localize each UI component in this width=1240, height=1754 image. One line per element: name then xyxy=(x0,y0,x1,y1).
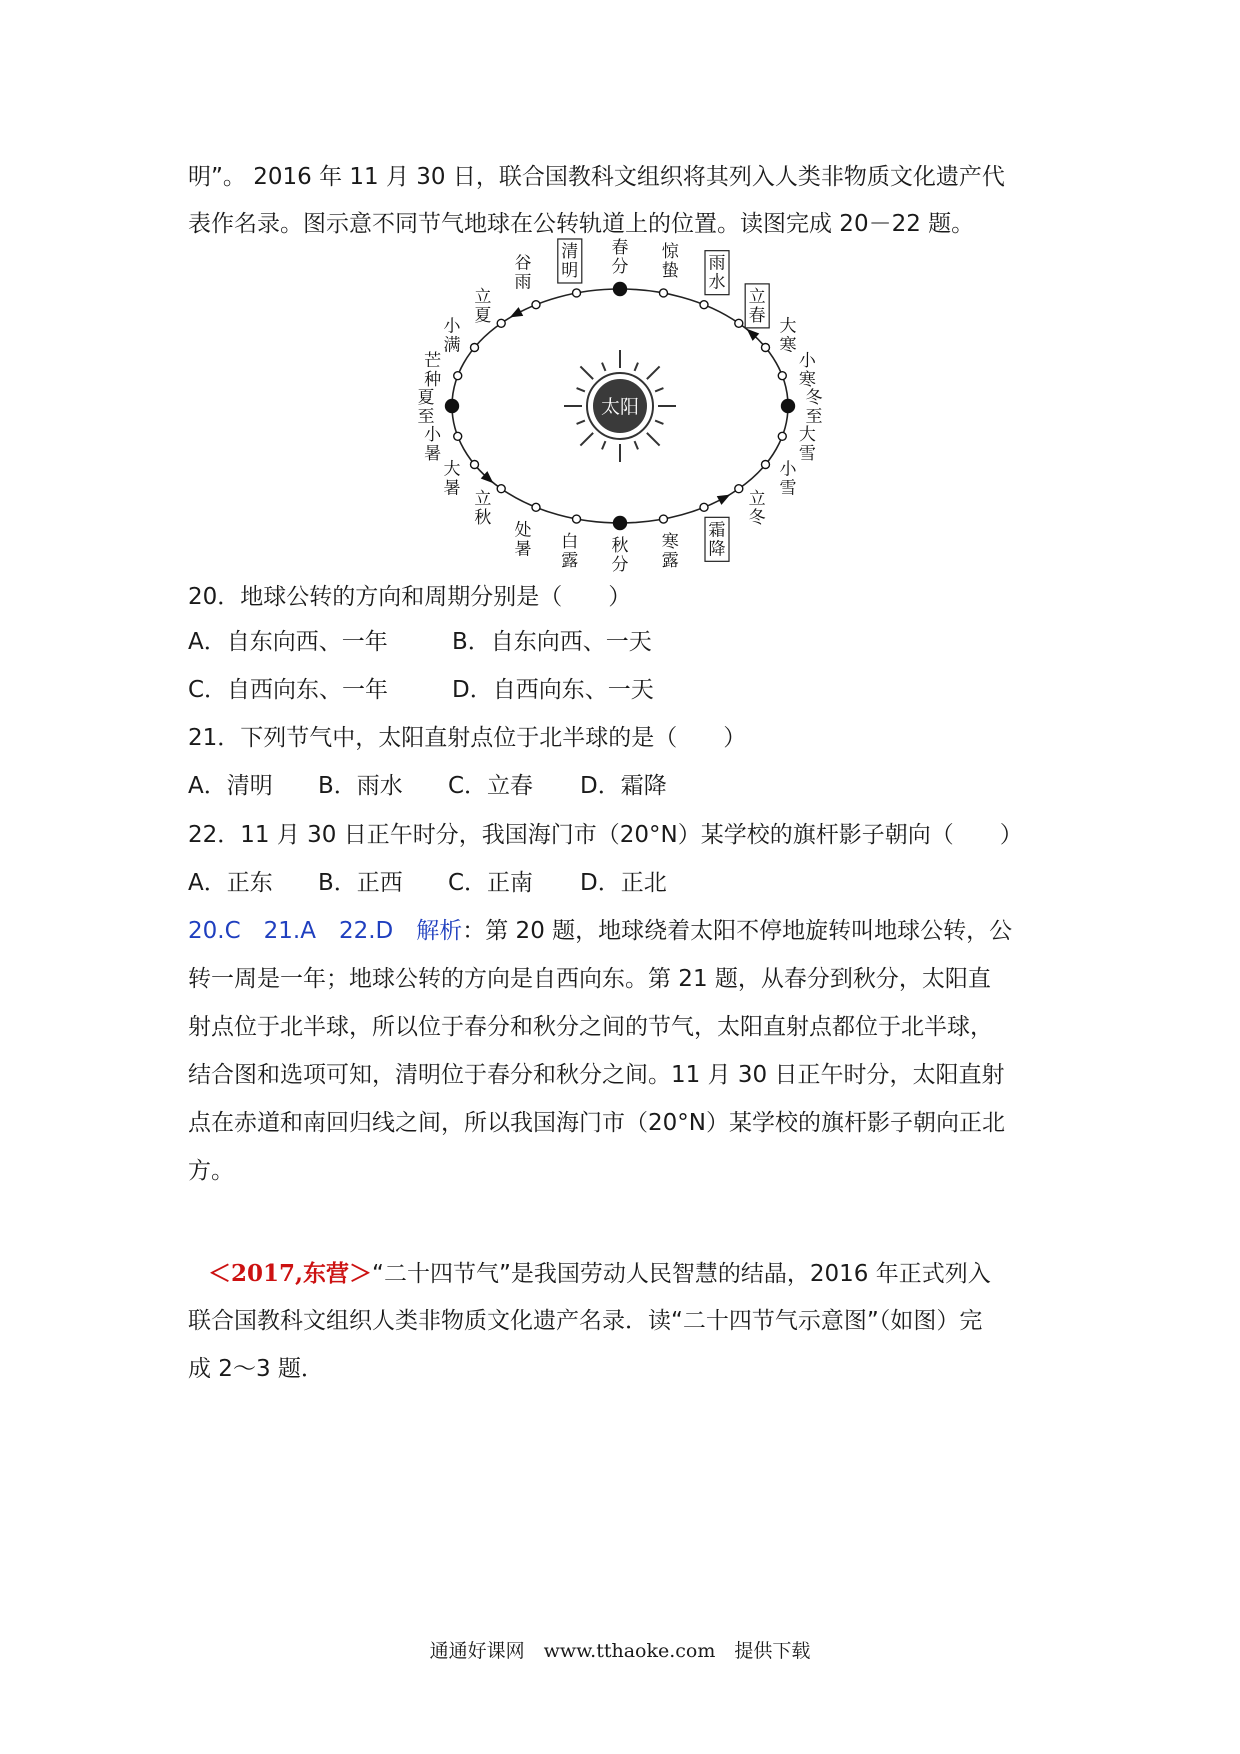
question-21-options xyxy=(188,771,667,801)
term-marker xyxy=(446,400,459,413)
sun-ray xyxy=(580,433,593,446)
question-20-options-row-1 xyxy=(188,627,652,657)
term-char: 惊 xyxy=(661,241,679,262)
term-char: 寒 xyxy=(779,335,797,356)
solar-term-label xyxy=(745,284,769,328)
term-char: 大 xyxy=(798,425,816,446)
option-21-d[interactable]: D．霜降 xyxy=(580,773,667,799)
solar-term-label xyxy=(612,536,629,575)
term-marker xyxy=(778,432,786,440)
term-marker xyxy=(614,283,627,296)
answer-keys: 20.C 21.A 22.D 解析 xyxy=(188,918,463,944)
solar-term-label xyxy=(558,239,582,283)
answer-line-4: 结合图和选项可知，清明位于春分和秋分之间。11 月 30 日正午时分，太阳直射 xyxy=(188,1062,1005,1088)
solar-term-label xyxy=(443,460,460,499)
solar-term-label xyxy=(612,238,629,277)
source-tag: ＜2017,东营＞ xyxy=(208,1260,373,1287)
sun-ray xyxy=(577,388,585,391)
intro-line-2: 表作名录。图示意不同节气地球在公转轨道上的位置。读图完成 20－22 题。 xyxy=(188,211,975,237)
term-char: 露 xyxy=(661,551,679,572)
option-20-a[interactable]: A．自东向西、一年 xyxy=(188,629,388,655)
term-marker xyxy=(471,344,479,352)
term-marker xyxy=(761,344,769,352)
option-20-c[interactable]: C．自西向东、一年 xyxy=(188,677,389,703)
term-char: 白 xyxy=(561,532,579,553)
term-marker xyxy=(735,485,743,493)
sun-ray xyxy=(655,421,663,424)
term-char: 处 xyxy=(514,520,532,541)
term-marker xyxy=(782,400,795,413)
term-marker xyxy=(700,301,708,309)
orbit-arrow xyxy=(717,495,730,505)
term-char: 大 xyxy=(779,316,797,337)
option-22-d[interactable]: D．正北 xyxy=(580,870,667,896)
term-char: 大 xyxy=(443,459,461,480)
term-char: 立 xyxy=(474,489,492,510)
option-22-c[interactable]: C．正南 xyxy=(448,870,534,896)
term-marker xyxy=(532,301,540,309)
term-char: 夏 xyxy=(474,305,492,326)
term-char: 清 xyxy=(561,241,579,262)
option-20-d[interactable]: D．自西向东、一天 xyxy=(452,677,654,703)
term-char: 暑 xyxy=(424,444,442,465)
term-marker xyxy=(761,461,769,469)
term-char: 立 xyxy=(748,286,766,307)
term-marker xyxy=(454,372,462,380)
answer-line-6: 方。 xyxy=(188,1158,234,1184)
option-22-b[interactable]: B．正西 xyxy=(318,870,403,896)
solar-term-label xyxy=(443,317,461,356)
term-char: 寒 xyxy=(661,532,679,553)
term-char: 寒 xyxy=(798,369,816,390)
solar-term-label xyxy=(418,388,435,427)
term-char: 至 xyxy=(805,407,823,427)
term-marker xyxy=(497,319,505,327)
term-char: 霜 xyxy=(708,520,726,541)
sun-label: 太阳 xyxy=(600,396,640,418)
term-char: 冬 xyxy=(748,508,766,529)
intro-line-1: 明”。 2016 年 11 月 30 日，联合国教科文组织将其列入人类非物质文化遗产代 xyxy=(188,164,1005,190)
term-char: 夏 xyxy=(417,388,435,408)
sun-ray xyxy=(602,363,605,371)
answer-line-2: 转一周是一年；地球公转的方向是自西向东。第 21 题，从春分到秋分，太阳直 xyxy=(188,966,991,992)
next-question-line-2: 联合国教科文组织人类非物质文化遗产名录．读“二十四节气示意图”（如图）完 xyxy=(188,1308,983,1334)
term-marker xyxy=(659,515,667,523)
term-char: 种 xyxy=(424,369,442,390)
term-char: 明 xyxy=(561,260,579,281)
question-21-stem: 21．下列节气中，太阳直射点位于北半球的是（ ） xyxy=(188,725,747,751)
option-20-b[interactable]: B．自东向西、一天 xyxy=(452,629,652,655)
question-20-options-row-2 xyxy=(188,675,654,705)
solar-term-label xyxy=(705,517,729,561)
term-char: 暑 xyxy=(514,539,532,560)
orbit-arrow xyxy=(510,307,523,317)
term-char: 小 xyxy=(798,350,816,371)
term-char: 春 xyxy=(611,238,629,258)
solar-term-label xyxy=(662,242,680,281)
sun-ray xyxy=(580,366,593,379)
term-char: 水 xyxy=(708,272,726,293)
term-char: 露 xyxy=(561,551,579,572)
solar-term-label xyxy=(474,287,491,326)
sun-ray xyxy=(577,421,585,424)
term-marker xyxy=(778,372,786,380)
term-char: 秋 xyxy=(611,536,629,556)
solar-term-label xyxy=(515,520,532,559)
sun-ray xyxy=(647,366,660,379)
term-char: 分 xyxy=(611,257,629,277)
answer-text-1: ：第 20 题，地球绕着太阳不停地旋转叫地球公转，公 xyxy=(462,918,1013,944)
solar-term-label xyxy=(561,532,578,571)
term-char: 降 xyxy=(708,539,726,560)
term-marker xyxy=(700,503,708,511)
term-marker xyxy=(614,517,627,530)
term-marker xyxy=(659,289,667,297)
next-text-1: “二十四节气”是我国劳动人民智慧的结晶，2016 年正式列入 xyxy=(372,1261,991,1287)
solar-term-label xyxy=(806,388,823,427)
solar-term-label xyxy=(749,489,766,528)
term-marker xyxy=(735,319,743,327)
solar-terms-orbit-diagram xyxy=(400,238,840,575)
term-char: 雨 xyxy=(514,272,532,293)
solar-term-label xyxy=(424,425,442,464)
option-21-c[interactable]: C．立春 xyxy=(448,773,534,799)
term-char: 雪 xyxy=(779,478,797,499)
term-marker xyxy=(532,503,540,511)
term-char: 小 xyxy=(424,425,442,446)
sun-ray xyxy=(602,441,605,449)
sun-ray xyxy=(635,441,638,449)
sun-ray xyxy=(635,363,638,371)
question-20-stem: 20．地球公转的方向和周期分别是（ ） xyxy=(188,584,632,610)
term-char: 至 xyxy=(417,407,435,427)
term-char: 雨 xyxy=(708,253,726,274)
option-21-b[interactable]: B．雨水 xyxy=(318,773,403,799)
term-marker xyxy=(497,485,505,493)
term-char: 谷 xyxy=(514,253,532,274)
solar-term-label xyxy=(799,425,816,464)
solar-term-label xyxy=(474,489,491,528)
term-marker xyxy=(471,461,479,469)
answer-line-3: 射点位于北半球，所以位于春分和秋分之间的节气，太阳直射点都位于北半球， xyxy=(188,1014,993,1040)
sun-ray xyxy=(655,388,663,391)
option-22-a[interactable]: A．正东 xyxy=(188,870,273,896)
term-char: 立 xyxy=(748,489,766,510)
term-char: 满 xyxy=(443,335,461,356)
term-char: 芒 xyxy=(424,350,442,371)
term-char: 暑 xyxy=(443,478,461,499)
solar-term-label xyxy=(780,460,798,499)
sun-ray xyxy=(647,433,660,446)
term-marker xyxy=(454,432,462,440)
term-marker xyxy=(573,289,581,297)
term-char: 蛰 xyxy=(661,260,679,281)
term-char: 秋 xyxy=(474,508,492,529)
next-question-line-3: 成 2～3 题． xyxy=(188,1356,324,1382)
term-char: 冬 xyxy=(805,388,823,408)
solar-term-label xyxy=(705,251,729,295)
solar-term-label xyxy=(780,317,797,356)
term-char: 雪 xyxy=(798,444,816,465)
footer: 通通好课网 www.tthaoke.com 提供下载 xyxy=(429,1640,811,1662)
term-char: 小 xyxy=(443,316,461,337)
term-char: 小 xyxy=(779,459,797,480)
solar-term-label xyxy=(799,351,817,390)
question-22-options xyxy=(188,868,667,898)
answer-line-5: 点在赤道和南回归线之间，所以我国海门市（20°N）某学校的旗杆影子朝向正北 xyxy=(188,1110,1005,1136)
term-char: 分 xyxy=(611,555,629,575)
solar-term-label xyxy=(662,532,679,571)
term-char: 立 xyxy=(474,286,492,307)
answer-line-1 xyxy=(188,916,1012,946)
term-char: 春 xyxy=(748,305,766,326)
sun xyxy=(564,350,676,462)
solar-term-label xyxy=(515,254,532,293)
option-21-a[interactable]: A．清明 xyxy=(188,773,273,799)
solar-term-label xyxy=(424,351,441,390)
next-question-line-1 xyxy=(208,1259,991,1289)
question-22-stem: 22．11 月 30 日正午时分，我国海门市（20°N）某学校的旗杆影子朝向（ ） xyxy=(188,822,1023,848)
term-marker xyxy=(573,515,581,523)
